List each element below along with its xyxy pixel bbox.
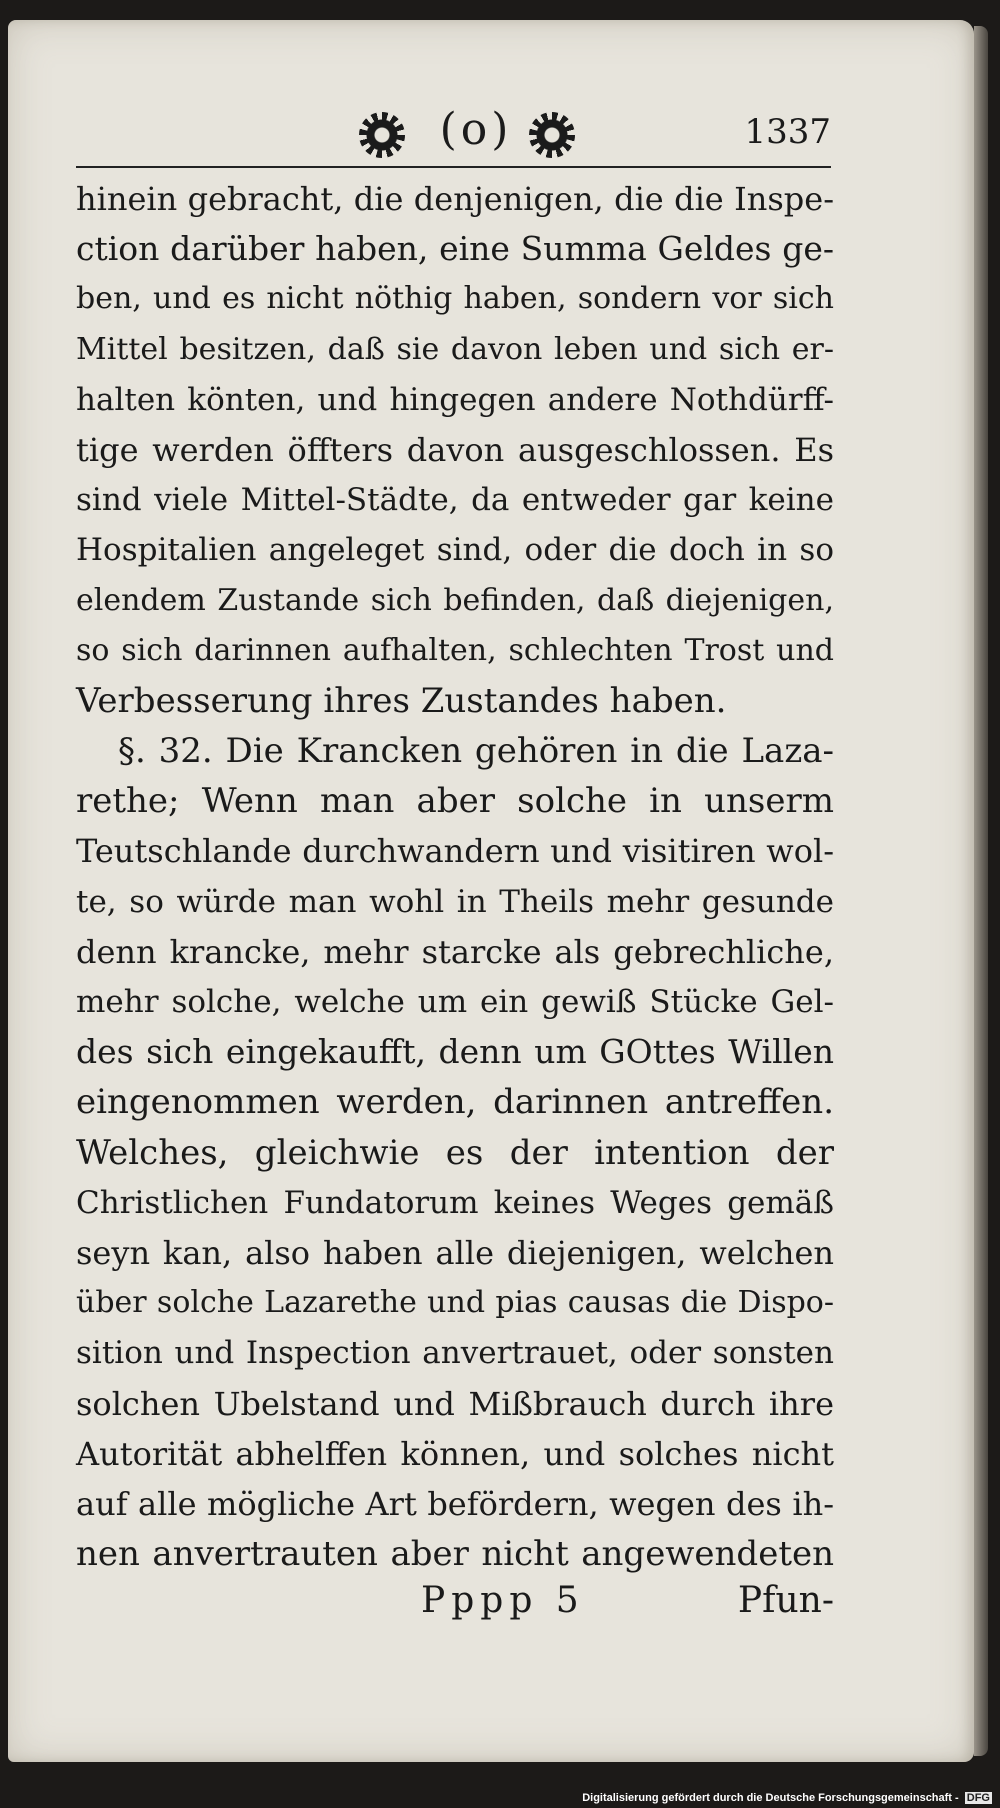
text-line: rethe; Wenn man aber solche in unserm	[76, 781, 834, 822]
paragraph-end-line: Verbesserung ihres Zustandes haben.	[76, 680, 727, 721]
text-line: über solche Lazarethe und pias causas die Dispo-	[76, 1285, 834, 1321]
text-line: des sich eingekaufft, denn um GOttes Willen	[76, 1032, 834, 1072]
book-edge	[974, 26, 988, 1756]
digitization-note: Digitalisierung gefördert durch die Deutsche Forschungsgemeinschaft -	[582, 1792, 959, 1804]
text-line: solchen Ubelstand und Mißbrauch durch ihre	[76, 1384, 834, 1423]
text-line: Christlichen Fundatorum keines Weges gemäß	[76, 1184, 834, 1221]
digitization-credit	[582, 1792, 992, 1804]
page-number: 1337	[744, 112, 831, 152]
ornament-right-icon	[529, 112, 575, 158]
text-line: auf alle mögliche Art befördern, wegen des ih-	[76, 1484, 834, 1523]
text-line: sind viele Mittel-Städte, da entweder gar keine	[76, 482, 834, 519]
section-heading-line: §. 32. Die Krancken gehören in die Laza-	[118, 731, 834, 772]
dfg-logo: DFG	[966, 1792, 990, 1804]
text-line: Mittel besitzen, daß sie davon leben und sich er-	[76, 331, 834, 367]
text-line: tige werden öffters davon ausgeschlossen. Es	[76, 430, 834, 469]
text-line: ction darüber haben, eine Summa Geldes ge-	[76, 229, 834, 269]
text-line: nen anvertrauten aber nicht angewendeten	[76, 1534, 834, 1575]
text-line: hinein gebracht, die denjenigen, die die Inspe-	[76, 180, 834, 218]
text-line: so sich darinnen aufhalten, schlechten Trost und	[76, 632, 834, 668]
text-line: eingenommen werden, darinnen antreffen.	[76, 1082, 834, 1123]
page-footer	[76, 1580, 834, 1636]
ornament-left-icon	[359, 112, 405, 158]
catchword: Pfun-	[737, 1580, 834, 1621]
text-line: halten könten, und hingegen andere Nothdürff-	[76, 381, 834, 418]
text-line: Hospitalien angeleget sind, oder die doch in so	[76, 532, 834, 569]
text-line: seyn kan, also haben alle diejenigen, welchen	[76, 1233, 834, 1272]
body-text	[76, 174, 834, 1579]
text-line: ben, und es nicht nöthig haben, sondern vor sich	[76, 281, 834, 317]
text-line: mehr solche, welche um ein gewiß Stücke Gel-	[76, 984, 834, 1020]
page-header	[76, 100, 831, 168]
text-line: elendem Zustande sich befinden, daß diejenigen,	[76, 582, 834, 618]
text-line: denn krancke, mehr starcke als gebrechliche,	[76, 932, 834, 971]
text-line: Autorität abhelffen können, und solches nicht	[76, 1434, 834, 1473]
signature-mark: Pppp 5	[421, 1580, 585, 1621]
header-signature: (o)	[439, 104, 513, 155]
text-line: te, so würde man wohl in Theils mehr gesunde	[76, 883, 834, 920]
text-line: sition und Inspection anvertrauet, oder sonsten	[76, 1335, 834, 1372]
text-line: Teutschlande durchwandern und visitiren wol-	[76, 832, 834, 871]
text-line: Welches, gleichwie es der intention der	[76, 1132, 834, 1173]
